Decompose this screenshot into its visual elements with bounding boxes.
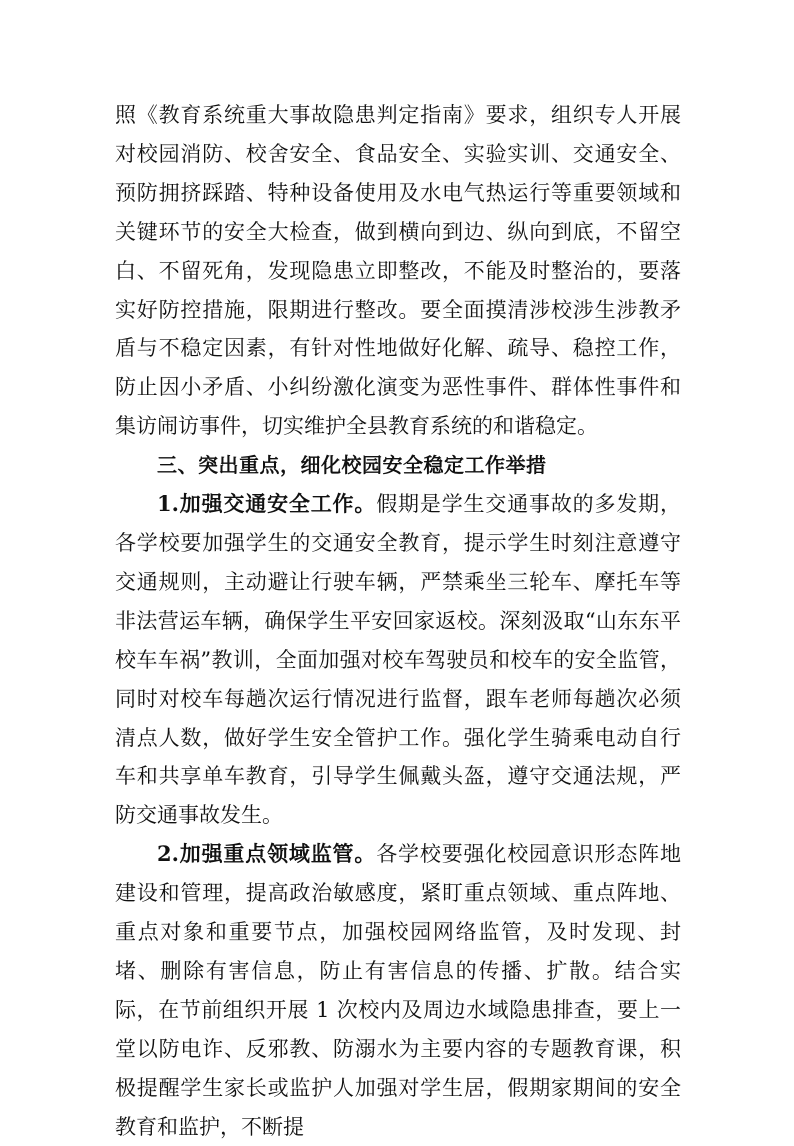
item-1-lead: 1.加强交通安全工作。	[157, 491, 377, 517]
item-2-text: 各学校要强化校园意识形态阵地建设和管理，提高政治敏感度，紧盯重点领域、重点阵地、重点对象和重要节点，加强校园网络监管，及时发现、封堵、删除有害信息，防止有害信息的传播、扩散。结合实际，在节前组织开展 1 次校内及周边水域隐患排查，要上一堂以防电诈、反邪教、防溺水为主要内容的专题教育课，积极提醒学生家长或监护人加强对学生居，假期家期间的安全教育和监护，不断提	[115, 842, 681, 1139]
item-1-text: 假期是学生交通事故的多发期，各学校要加强学生的交通安全教育，提示学生时刻注意遵守交通规则，主动避让行驶车辆，严禁乘坐三轮车、摩托车等非法营运车辆，确保学生平安回家返校。深刻汲取“山东东平校车车祸”教训，全面加强对校车驾驶员和校车的安全监管，同时对校车每趟次运行情况进行监督，跟车老师每趟次必须清点人数，做好学生安全管护工作。强化学生骑乘电动自行车和共享单车教育，引导学生佩戴头盔，遵守交通法规，严防交通事故发生。	[115, 492, 681, 828]
item-2-lead: 2.加强重点领域监管。	[157, 841, 377, 867]
section-heading-3: 三、突出重点，细化校园安全稳定工作举措	[157, 453, 547, 478]
document-page	[115, 96, 681, 1146]
paragraph-inspection: 照《教育系统重大事故隐患判定指南》要求，组织专人开展对校园消防、校舍安全、食品安全、实验实训、交通安全、预防拥挤踩踏、特种设备使用及水电气热运行等重要领域和关键环节的安全大检查，做到横向到边、纵向到底，不留空白、不留死角，发现隐患立即整改，不能及时整治的，要落实好防控措施，限期进行整改。要全面摸清涉校涉生涉教矛盾与不稳定因素，有针对性地做好化解、疏导、稳控工作，防止因小矛盾、小纠纷激化演变为恶性事件、群体性事件和集访闹访事件，切实维护全县教育系统的和谐稳定。	[115, 103, 681, 439]
paragraph-key-areas	[115, 835, 681, 1146]
paragraph-traffic-safety	[115, 485, 681, 835]
